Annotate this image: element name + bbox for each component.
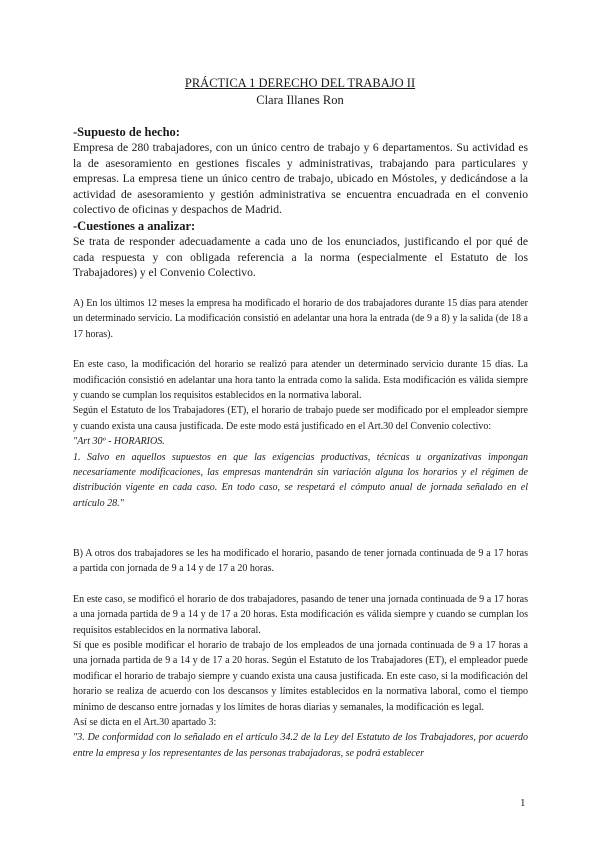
quote-a-title: "Art 30º - HORARIOS. bbox=[73, 436, 165, 448]
document-title: PRÁCTICA 1 DERECHO DEL TRABAJO II bbox=[184, 76, 416, 90]
document-author: Clara Illanes Ron bbox=[256, 93, 344, 107]
question-b: B) A otros dos trabajadores se les ha modificado el horario, pasando de tener jornada continuada de 9 a 17 horas a partida con jornada de 9 a 14 y de 17 a 20 horas. bbox=[73, 548, 528, 575]
paragraph-supuesto: Empresa de 280 trabajadores, con un único centro de trabajo y 6 departamentos. Su actividad es la de asesoramiento en gestiones fiscales y administrativas, trabajando para particulares y empresas. La empresa tiene un único centro de trabajo, ubicado en Móstoles, y dedicándose a la actividad de asesoramiento y gestión administrativa se encuentra encuadrada en el convenio colectivo de oficinas y despachos de Madrid. bbox=[73, 141, 528, 217]
section-question-a bbox=[73, 296, 528, 511]
answer-a-paragraph-1: En este caso, la modificación del horario se realizó para atender un determinado servicio durante 15 días. La modificación consistió en adelantar una hora tanto la entrada como la salida. Esta modificación es válida siempre y cuando se cumplan los requisitos establecidos en la normativa laboral. bbox=[73, 359, 528, 402]
answer-b-paragraph-2: Sí que es posible modificar el horario de trabajo de los empleados de una jornada continuada de 9 a 17 horas a una jornada partida de 9 a 14 y de 17 a 20 horas. Según el Estatuto de los Trabajadores (ET), el empleador puede modificar el horario de trabajo siempre y cuando exista una causa justificada. En este caso, si la modificación del horario se realiza de acuerdo con los descansos y límites establecidos en la normativa laboral, como el tiempo mínimo de descanso entre jornadas y los límites de horas diarias y semanales, la modificación es legal. bbox=[73, 640, 528, 713]
answer-b-paragraph-1: En este caso, se modificó el horario de dos trabajadores, pasando de tener una jornada continuada de 9 a 17 horas a una jornada partida de 9 a 14 y de 17 a 20 horas. Esta modificación es válida siempre y cuando se cumplan los requisitos establecidos en la normativa laboral. bbox=[73, 593, 528, 636]
question-a: A) En los últimos 12 meses la empresa ha modificado el horario de dos trabajadores durante 15 días para atender un determinado servicio. La modificación consistió en adelantar una hora la entrada (de 9 a 8) y la salida (de 18 a 17 horas). bbox=[73, 298, 528, 340]
paragraph-cuestiones: Se trata de responder adecuadamente a cada uno de los enunciados, justificando el por qué de cada respuesta y con obligada referencia a la norma (especialmente el Estatuto de los Trabajadores) y el Convenio Colectivo. bbox=[73, 234, 528, 280]
answer-b-paragraph-3: Así se dicta en el Art.30 apartado 3: bbox=[73, 717, 217, 729]
section-supuesto bbox=[73, 124, 528, 281]
page-number: 1 bbox=[520, 797, 526, 809]
section-heading-cuestiones: -Cuestiones a analizar: bbox=[73, 218, 196, 233]
quote-b-text: "3. De conformidad con lo señalado en el artículo 34.2 de la Ley del Estatuto de los Trabajadores, por acuerdo entre la empresa y los representantes de las personas trabajadoras, se podrá establecer bbox=[73, 732, 528, 759]
section-heading-supuesto: -Supuesto de hecho: bbox=[73, 125, 180, 139]
answer-a-paragraph-2: Según el Estatuto de los Trabajadores (ET), el horario de trabajo puede ser modificado por el empleador siempre y cuando exista una causa justificada. De este modo está justificado en el Art.30 del Convenio colectivo: bbox=[73, 405, 528, 432]
section-question-b bbox=[73, 546, 528, 761]
quote-a-text: 1. Salvo en aquellos supuestos en que las exigencias productivas, técnicas u organizativas impongan necesariamente modificaciones, las empresas mantendrán sin variación alguna los horarios y el régimen de distribución vigente en cada caso. En todo caso, se respetará el cómputo anual de jornada señalado en el artículo 28." bbox=[73, 451, 528, 509]
